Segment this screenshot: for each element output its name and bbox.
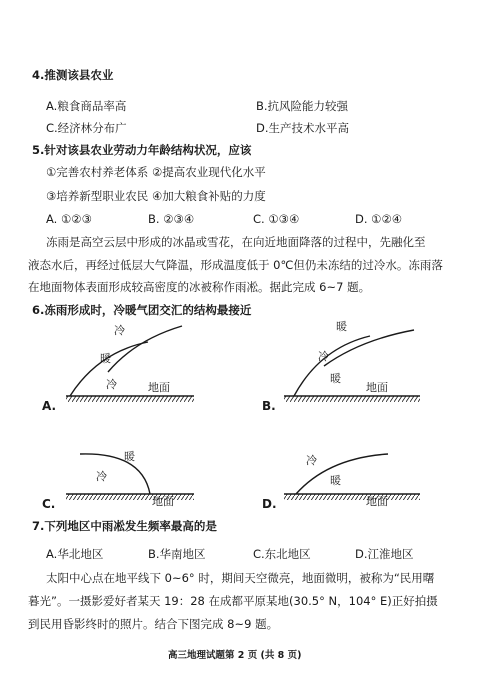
q7-option-c: C.东北地区 <box>253 547 311 561</box>
q5-option-c: C. ①③④ <box>253 212 300 226</box>
q7-option-d: D.江淮地区 <box>355 547 414 561</box>
q4-option-d: D.生产技术水平高 <box>256 121 350 135</box>
diagram-a <box>40 318 200 413</box>
q6-stem: 6.冻雨形成时，冷暖气团交汇的结构最接近 <box>32 303 252 317</box>
q4-option-c: C.经济林分布广 <box>46 121 127 135</box>
q7-option-b: B.华南地区 <box>148 547 206 561</box>
diagram-b-letter: B. <box>262 399 276 413</box>
diagram-c-letter: C. <box>42 497 56 510</box>
diagram-b <box>258 318 428 413</box>
diagram-d-letter: D. <box>262 497 277 510</box>
diagram-a-middle-label: 暖 <box>100 352 111 365</box>
q5-stem: 5.针对该县农业劳动力年龄结构状况，应该 <box>32 143 252 157</box>
diagram-d-upper-label: 冷 <box>306 454 317 467</box>
passage1-line3: 在地面物体表面形成较高密度的冰被称作雨凇。据此完成 6~7 题。 <box>28 280 371 294</box>
diagram-b-lower-label: 暖 <box>330 372 341 385</box>
diagram-c-upper-label: 暖 <box>124 450 135 463</box>
diagram-d-ground-label: 地面 <box>366 495 388 508</box>
q4-stem: 4.推测该县农业 <box>32 68 114 82</box>
q5-option-a: A. ①②③ <box>46 212 92 226</box>
diagram-a-lower-label: 冷 <box>106 378 117 391</box>
passage2-line2: 暮光”。一摄影爱好者某天 19：28 在成都平原某地(30.5° N，104° E)正好拍摄 <box>28 594 438 608</box>
diagram-d <box>258 448 428 510</box>
diagram-b-upper-label: 暖 <box>336 320 347 333</box>
q4-option-b: B.抗风险能力较强 <box>256 99 349 113</box>
diagram-d-lower-label: 暖 <box>330 474 341 487</box>
diagram-b-ground-label: 地面 <box>366 381 388 394</box>
diagram-a-ground-label: 地面 <box>148 381 170 394</box>
passage2-line3: 到民用昏影终时的照片。结合下图完成 8~9 题。 <box>28 617 279 631</box>
q7-option-a: A.华北地区 <box>46 547 104 561</box>
q4-option-a: A.粮食商品率高 <box>46 99 127 113</box>
diagram-a-upper-label: 冷 <box>114 324 125 337</box>
passage2-line1: 太阳中心点在地平线下 0~6° 时，期间天空微亮，地面微明，被称为“民用曙 <box>46 571 435 585</box>
diagram-c-ground-label: 地面 <box>152 495 174 508</box>
passage1-line1: 冻雨是高空云层中形成的冰晶或雪花，在向近地面降落的过程中，先融化至 <box>46 235 426 249</box>
q5-measures-line1: ①完善农村养老体系 ②提高农业现代化水平 <box>46 165 266 179</box>
diagram-c <box>40 448 200 510</box>
q5-measures-line2: ③培养新型职业农民 ④加大粮食补贴的力度 <box>46 189 266 203</box>
page-footer: 高三地理试题第 2 页 (共 8 页) <box>168 650 302 661</box>
q7-stem: 7.下列地区中雨凇发生频率最高的是 <box>32 519 217 533</box>
q5-option-d: D. ①②④ <box>355 212 403 226</box>
diagram-a-letter: A. <box>42 399 57 413</box>
passage1-line2: 液态水后，再经过低层大气降温，形成温度低于 0℃但仍未冻结的过冷水。冻雨落 <box>28 258 443 272</box>
diagram-b-middle-label: 冷 <box>318 350 329 363</box>
q5-option-b: B. ②③④ <box>148 212 195 226</box>
diagram-c-lower-label: 冷 <box>96 470 107 483</box>
